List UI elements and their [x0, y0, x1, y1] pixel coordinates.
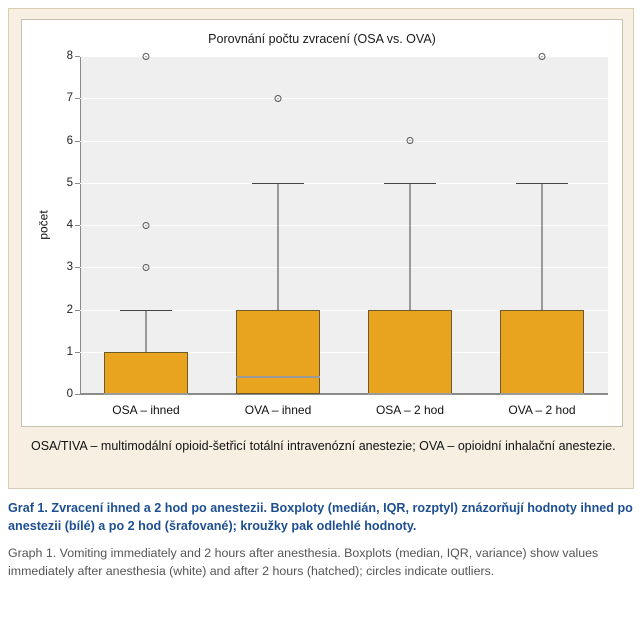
median-line — [500, 393, 584, 395]
y-tick-label: 0 — [66, 388, 73, 400]
median-line — [368, 393, 452, 395]
y-tick-mark — [75, 267, 80, 268]
outlier-point — [275, 95, 282, 102]
y-tick-mark — [75, 98, 80, 99]
chart-frame — [21, 19, 623, 427]
outlier-point — [143, 264, 150, 271]
y-axis-label-text: počet — [37, 210, 52, 240]
y-tick-label: 1 — [66, 345, 73, 358]
y-tick-mark — [75, 56, 80, 57]
whisker-upper — [542, 183, 543, 310]
y-tick-label: 3 — [66, 261, 73, 274]
footnote: OSA/TIVA – multimodální opioid-šetřicí totální intravenózní anestezie; OVA – opioidní inhalační anestezie. — [31, 439, 616, 453]
boxplot-group — [104, 56, 188, 417]
whisker-upper — [146, 310, 147, 352]
caption-english: Graph 1. Vomiting immediately and 2 hours after anesthesia. Boxplots (median, IQR, variance) show values immediately after anesthesia (white) and after 2 hours (hatched); circles indicate outliers. — [8, 546, 599, 578]
median-line — [104, 393, 188, 395]
whisker-cap-upper — [384, 183, 436, 184]
outlier-point — [143, 222, 150, 229]
whisker-cap-upper — [516, 183, 568, 184]
y-tick-label: 7 — [66, 92, 73, 105]
whisker-cap-upper — [252, 183, 304, 184]
whisker-cap-upper — [120, 310, 172, 311]
outlier-point — [539, 53, 546, 60]
boxplot-group — [236, 56, 320, 417]
y-tick-label: 6 — [66, 134, 73, 147]
y-tick-mark — [75, 352, 80, 353]
plot-canvas — [66, 50, 608, 417]
box-rect — [236, 310, 320, 395]
x-tick-label: OSA – ihned — [112, 403, 180, 417]
box-rect — [104, 352, 188, 394]
box-rect — [500, 310, 584, 395]
y-tick-label: 5 — [66, 176, 73, 189]
x-tick-label: OVA – 2 hod — [508, 403, 576, 417]
box-rect — [368, 310, 452, 395]
whisker-upper — [278, 183, 279, 310]
y-axis-label — [36, 56, 52, 394]
figure-panel — [8, 8, 634, 489]
boxplot-group — [500, 56, 584, 417]
y-tick-label: 8 — [66, 50, 73, 62]
y-tick-label: 4 — [66, 219, 73, 231]
outlier-point — [407, 137, 414, 144]
y-tick-mark — [75, 183, 80, 184]
boxplot-group — [368, 56, 452, 417]
y-tick-mark — [75, 310, 80, 311]
y-tick-mark — [75, 225, 80, 226]
x-tick-label: OVA – ihned — [244, 403, 312, 417]
y-tick-mark — [75, 141, 80, 142]
caption-czech: Graf 1. Zvracení ihned a 2 hod po anestezii. Boxploty (medián, IQR, rozptyl) znázorňují hodnoty ihned po anestezii (bílé) a po 2 hod (šrafované); kroužky pak odlehlé hodnoty. — [8, 501, 633, 533]
y-tick-label: 2 — [66, 303, 73, 316]
x-tick-label: OSA – 2 hod — [375, 403, 445, 417]
chart-title: Porovnání počtu zvracení (OSA vs. OVA) — [208, 32, 436, 46]
outlier-point — [143, 53, 150, 60]
median-line — [236, 376, 320, 378]
whisker-upper — [410, 183, 411, 310]
